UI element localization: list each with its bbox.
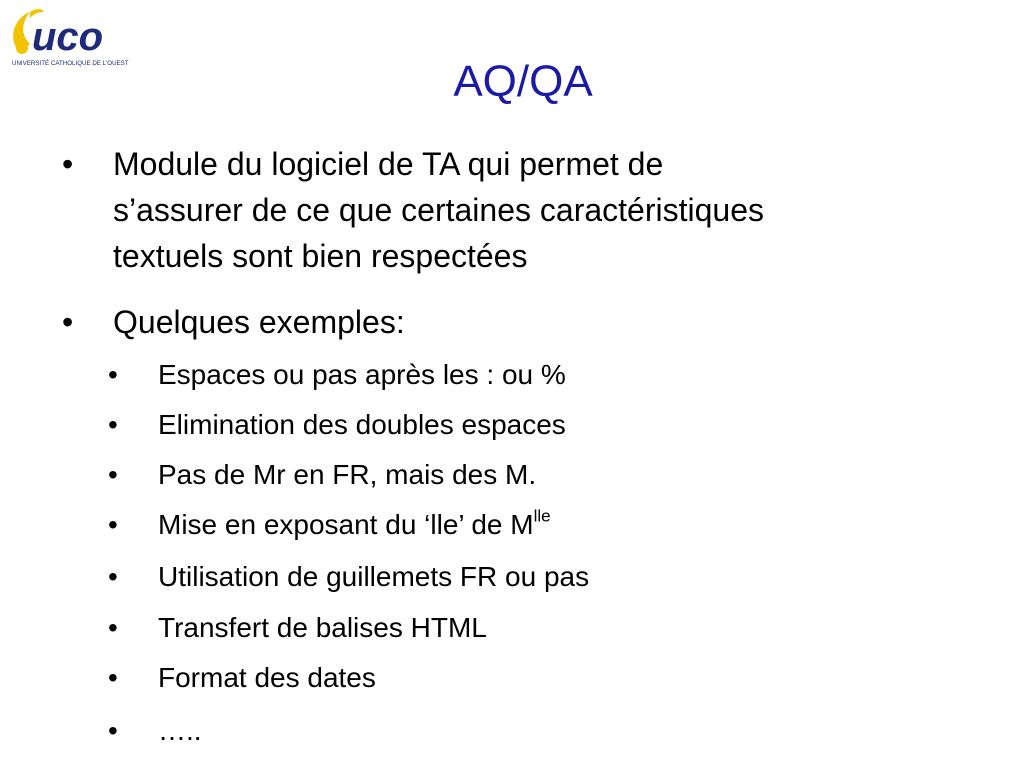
bullet-dot: • (108, 612, 118, 643)
sub-list-item (0, 405, 1024, 445)
bullet-dot: • (62, 304, 74, 340)
sub-list-item (0, 505, 1024, 545)
sub-bullet-text: Mise en exposant du ‘lle’ de M (158, 509, 534, 540)
sub-list-item (0, 711, 1024, 751)
logo-wordmark: uco (32, 15, 104, 59)
logo-caption: UNIVERSITÉ CATHOLIQUE DE L'OUEST (12, 60, 129, 67)
slide-title: AQ/QA (453, 57, 593, 106)
sub-bullet-text: Elimination des doubles espaces (158, 409, 566, 440)
bullet-text: Quelques exemples: (113, 304, 405, 340)
sub-bullet-text: Format des dates (158, 662, 376, 693)
bullet-dot: • (108, 662, 118, 693)
sub-list-item (0, 608, 1024, 648)
bullet-dot: • (108, 459, 118, 490)
sub-bullet-text: Utilisation de guillemets FR ou pas (158, 561, 590, 592)
sub-list-item (0, 557, 1024, 597)
bullet-text-line: textuels sont bien respectées (113, 238, 528, 274)
sub-bullet-text-with-superscript (158, 505, 551, 545)
bullet-dot: • (108, 359, 118, 390)
superscript-text: lle (533, 506, 551, 526)
bullet-text-line: s’assurer de ce que certaines caractéristiques (113, 192, 764, 228)
bullet-dot: • (108, 715, 118, 746)
list-item (0, 141, 1024, 281)
bullet-text-line: Module du logiciel de TA qui permet de (113, 146, 664, 182)
bullet-dot: • (62, 146, 74, 182)
sub-list-item (0, 455, 1024, 495)
list-item (0, 299, 1024, 345)
sub-list-item (0, 355, 1024, 395)
sub-list-item (0, 658, 1024, 698)
bullet-dot: • (108, 561, 118, 592)
sub-bullet-text: Espaces ou pas après les : ou % (158, 359, 566, 390)
bullet-dot: • (108, 409, 118, 440)
sub-bullet-text: Pas de Mr en FR, mais des M. (158, 459, 537, 490)
sub-bullet-text: ….. (158, 715, 202, 746)
bullet-dot: • (108, 509, 118, 540)
sub-bullet-text: Transfert de balises HTML (158, 612, 487, 643)
